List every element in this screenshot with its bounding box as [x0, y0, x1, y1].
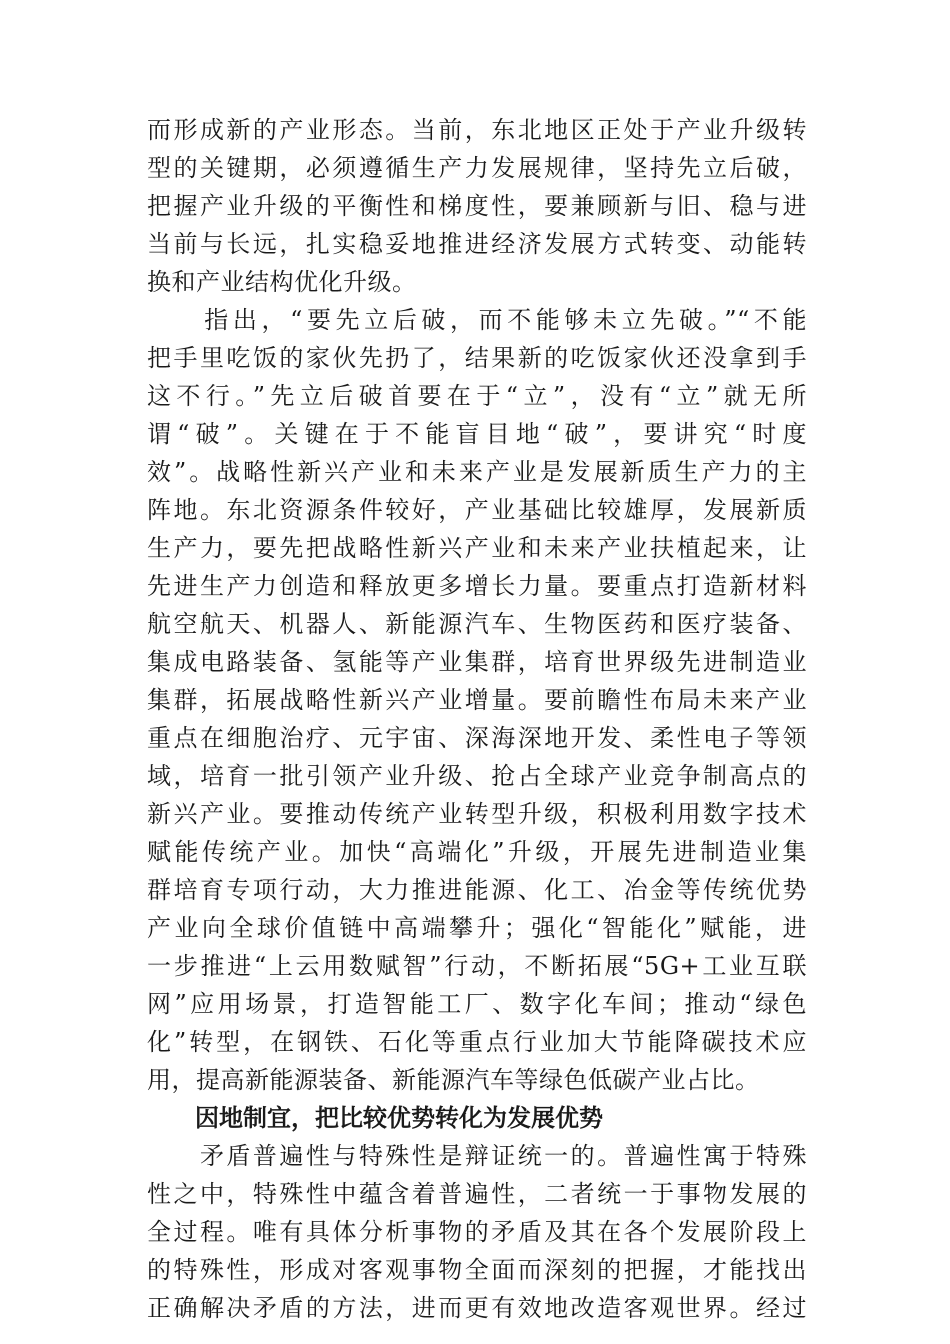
document-body — [147, 111, 807, 1327]
text-line: 的特殊性，形成对客观事物全面而深刻的把握，才能找出 — [147, 1256, 807, 1284]
text-line: 指出，“要先立后破，而不能够未立先破。”“不能 — [147, 306, 807, 334]
text-line: 集成电路装备、氢能等产业集群，培育世界级先进制造业 — [147, 648, 807, 676]
text-line: 把手里吃饭的家伙先扔了，结果新的吃饭家伙还没拿到手 — [147, 344, 807, 372]
text-line: 而形成新的产业形态。当前，东北地区正处于产业升级转 — [147, 116, 807, 144]
text-line: 效”。战略性新兴产业和未来产业是发展新质生产力的主 — [147, 458, 807, 486]
paragraph-2 — [147, 301, 807, 1099]
text-line: 航空航天、机器人、新能源汽车、生物医药和医疗装备、 — [147, 610, 807, 638]
paragraph-1 — [147, 111, 807, 301]
text-line: 化”转型，在钢铁、石化等重点行业加大节能降碳技术应 — [147, 1028, 807, 1056]
text-line: 换和产业结构优化升级。 — [147, 268, 417, 296]
text-line: 全过程。唯有具体分析事物的矛盾及其在各个发展阶段上 — [147, 1218, 807, 1246]
text-line: 正确解决矛盾的方法，进而更有效地改造客观世界。经过 — [147, 1294, 807, 1322]
text-line: 生产力，要先把战略性新兴产业和未来产业扶植起来，让 — [147, 534, 807, 562]
paragraph-3 — [147, 1137, 807, 1327]
text-line: 一步推进“上云用数赋智”行动，不断拓展“5G+工业互联 — [147, 952, 807, 980]
text-line: 赋能传统产业。加快“高端化”升级，开展先进制造业集 — [147, 838, 807, 866]
text-line: 先进生产力创造和释放更多增长力量。要重点打造新材料 — [147, 572, 807, 600]
text-line: 阵地。东北资源条件较好，产业基础比较雄厚，发展新质 — [147, 496, 807, 524]
text-line: 域，培育一批引领产业升级、抢占全球产业竞争制高点的 — [147, 762, 807, 790]
text-line: 新兴产业。要推动传统产业转型升级，积极利用数字技术 — [147, 800, 807, 828]
text-line: 矛盾普遍性与特殊性是辩证统一的。普遍性寓于特殊 — [147, 1142, 807, 1170]
text-line: 型的关键期，必须遵循生产力发展规律，坚持先立后破， — [147, 154, 807, 182]
text-line: 群培育专项行动，大力推进能源、化工、冶金等传统优势 — [147, 876, 807, 904]
text-line: 重点在细胞治疗、元宇宙、深海深地开发、柔性电子等领 — [147, 724, 807, 752]
text-line: 网”应用场景，打造智能工厂、数字化车间；推动“绿色 — [147, 990, 807, 1018]
text-line: 用，提高新能源装备、新能源汽车等绿色低碳产业占比。 — [147, 1066, 760, 1094]
text-line: 谓“破”。关键在于不能盲目地“破”，要讲究“时度 — [147, 420, 807, 448]
text-line: 产业向全球价值链中高端攀升；强化“智能化”赋能，进 — [147, 914, 807, 942]
text-line: 把握产业升级的平衡性和梯度性，要兼顾新与旧、稳与进 — [147, 192, 807, 220]
text-line: 这不行。”先立后破首要在于“立”，没有“立”就无所 — [147, 382, 807, 410]
text-line: 集群，拓展战略性新兴产业增量。要前瞻性布局未来产业 — [147, 686, 807, 714]
text-line: 性之中，特殊性中蕴含着普遍性，二者统一于事物发展的 — [147, 1180, 807, 1208]
text-line: 当前与长远，扎实稳妥地推进经济发展方式转变、动能转 — [147, 230, 807, 258]
section-heading: 因地制宜，把比较优势转化为发展优势 — [147, 1104, 603, 1132]
